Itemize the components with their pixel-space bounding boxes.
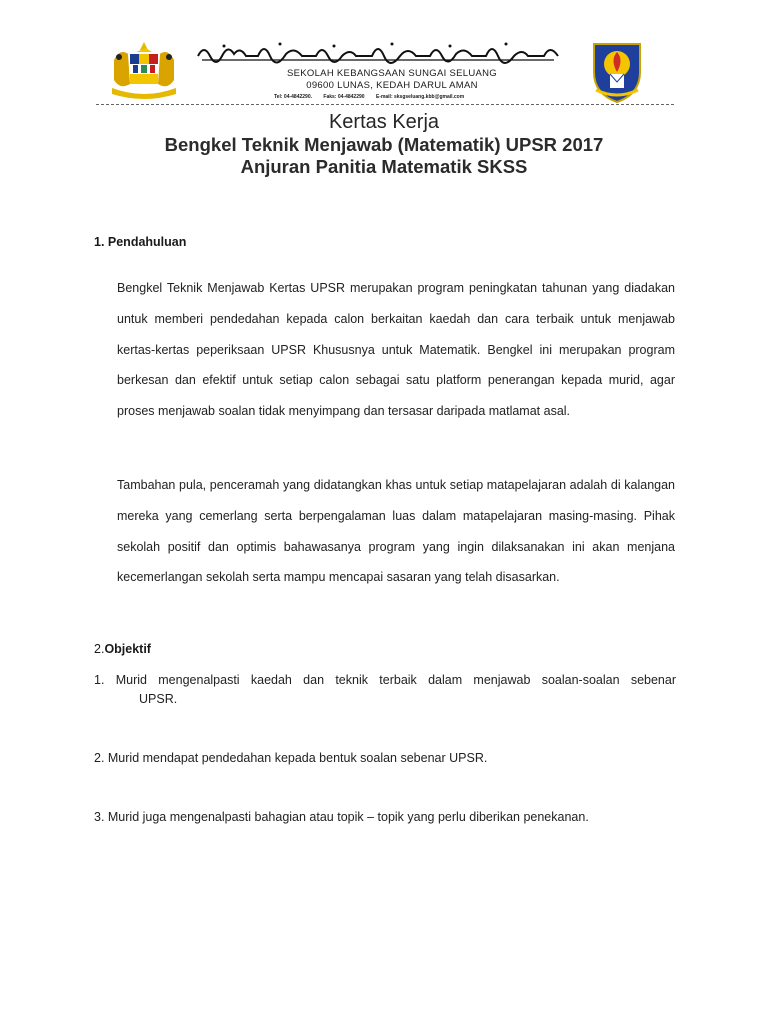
- section-heading-label: Objektif: [104, 642, 151, 656]
- school-name: SEKOLAH KEBANGSAAN SUNGAI SELUANG: [287, 68, 497, 79]
- intro-paragraph-1: Bengkel Teknik Menjawab Kertas UPSR merupakan program peningkatan tahunan yang diadakan untuk memberi pendedahan kepada calon berkaitan kaedah dan cara terbaik untuk menjawab kertas-kertas peperiksaan UPSR Khususnya untuk Matematik. Bengkel ini merupakan program berkesan dan efektif untuk setiap calon sebagai satu platform penerangan kepada murid, agar proses menjawab soalan tidak menyimpang dan tersasar daripada matlamat asal.: [117, 281, 675, 419]
- letterhead-divider: [96, 104, 674, 105]
- section-heading-objectives: [94, 642, 151, 656]
- contact-line: [274, 94, 524, 100]
- school-badge-logo: [584, 38, 650, 104]
- fax: Faks: 04-4842290: [323, 94, 365, 100]
- title-block: [0, 110, 768, 178]
- objective-item: 3. Murid juga mengenalpasti bahagian atau topik – topik yang perlu diberikan penekanan.: [94, 810, 589, 824]
- section-heading-intro: 1. Pendahuluan: [94, 235, 187, 249]
- objective-item: [94, 671, 676, 709]
- intro-paragraph-2: Tambahan pula, penceramah yang didatangkan khas untuk setiap matapelajaran adalah di kalangan mereka yang cemerlang serta berpengalaman luas dalam matapelajaran masing-masing. Pihak sekolah positif dan optimis bahawasanya program yang ingin dilaksanakan ini akan menjana kecemerlangan sekolah serta mampu mencapai sasaran yang telah disasarkan.: [117, 478, 675, 585]
- school-address: 09600 LUNAS, KEDAH DARUL AMAN: [306, 80, 478, 91]
- coat-of-arms-logo: [106, 40, 182, 102]
- document-organizer: Anjuran Panitia Matematik SKSS: [240, 156, 528, 177]
- objective-1-line-1: 1. Murid mengenalpasti kaedah dan teknik terbaik dalam menjawab soalan-soalan sebenar: [94, 673, 676, 687]
- document-subtitle: Bengkel Teknik Menjawab (Matematik) UPSR 2017: [164, 134, 604, 155]
- telephone: Tel: 04-4842290.: [274, 94, 312, 100]
- jawi-school-name: [194, 40, 562, 64]
- letterhead: [96, 38, 674, 104]
- objective-1-line-2: UPSR.: [139, 692, 178, 706]
- document-title: Kertas Kerja: [328, 111, 440, 133]
- section-number: 2.: [94, 642, 105, 656]
- jawi-calligraphy-image: [194, 40, 562, 64]
- objective-item: 2. Murid mendapat pendedahan kepada bentuk soalan sebenar UPSR.: [94, 751, 488, 765]
- email: E-mail: sksgseluang.kbb@gmail.com: [375, 94, 465, 100]
